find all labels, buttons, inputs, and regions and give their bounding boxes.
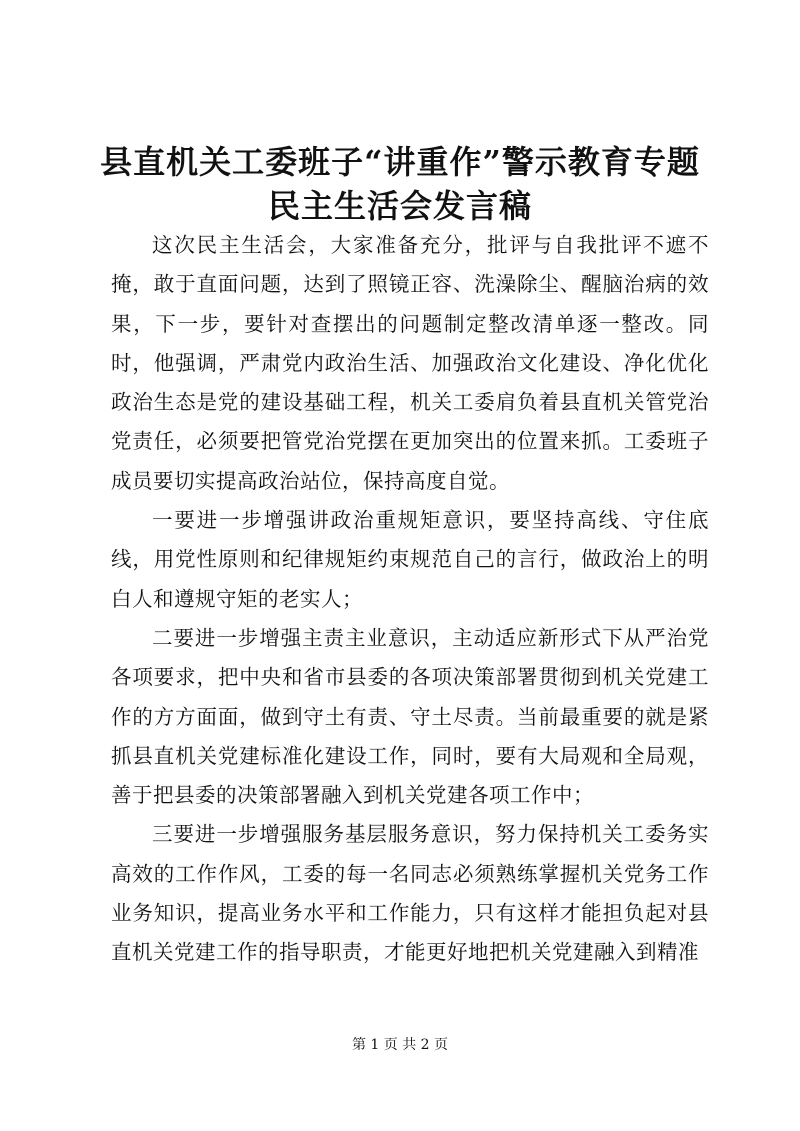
paragraph-point-three: 三要进一步增强服务基层服务意识，努力保持机关工委务实高效的工作作风，工委的每一名同志必须熟练掌握机关党务工作业务知识，提高业务水平和工作能力，只有这样才能担负起对县直机关党建工作的指导职责，才能更好地把机关党建融入到精准 xyxy=(111,822,709,965)
document-title: 县直机关工委班子“讲重作”警示教育专题民主生活会发言稿 xyxy=(100,143,700,225)
paragraph-intro: 这次民主生活会，大家准备充分，批评与自我批评不遮不掩，敢于直面问题，达到了照镜正容、洗澡除尘、醒脑治病的效果，下一步，要针对查摆出的问题制定整改清单逐一整改。同时，他强调，严肃党内政治生活、加强政治文化建设、净化优化政治生态是党的建设基础工程，机关工委肩负着县直机关管党治党责任，必须要把管党治党摆在更加突出的位置来抓。工委班子成员要切实提高政治站位，保持高度自觉。 xyxy=(111,233,709,493)
paragraph-point-two: 二要进一步增强主责主业意识，主动适应新形式下从严治党各项要求，把中央和省市县委的各项决策部署贯彻到机关党建工作的方方面面，做到守土有责、守土尽责。当前最重要的就是紧抓县直机关党建标准化建设工作，同时，要有大局观和全局观，善于把县委的决策部署融入到机关党建各项工作中； xyxy=(111,625,709,808)
page-footer: 第 1 页 共 2 页 xyxy=(351,1037,449,1053)
document-body xyxy=(111,226,709,973)
paragraph-point-one: 一要进一步增强讲政治重规矩意识，要坚持高线、守住底线，用党性原则和纪律规矩约束规范自己的言行，做政治上的明白人和遵规守矩的老实人； xyxy=(111,508,709,611)
